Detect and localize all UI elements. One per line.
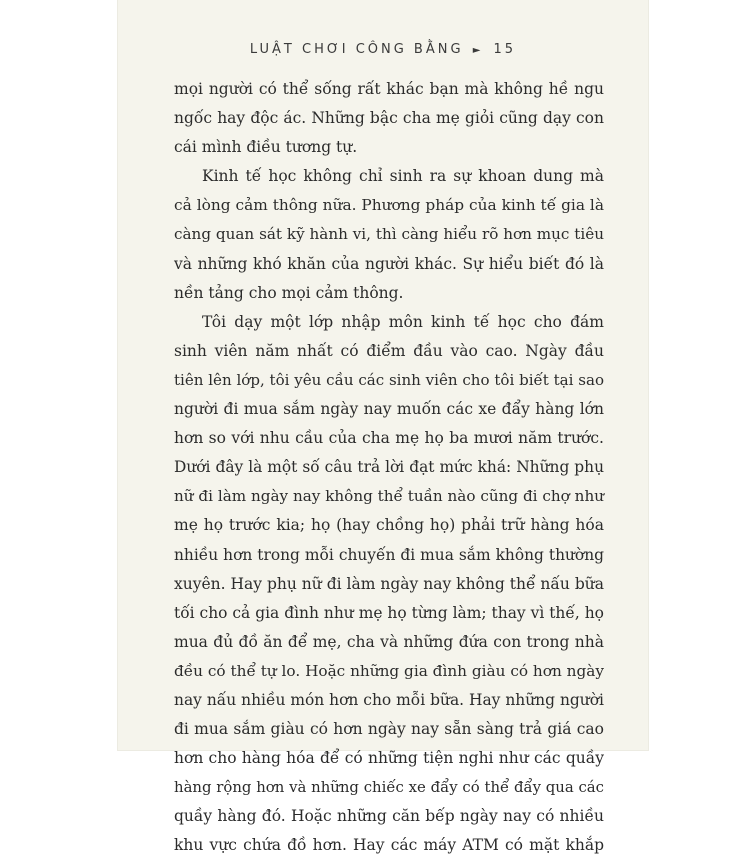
text-line: hơn so với nhu cầu của cha mẹ họ ba mươi năm trước.: [174, 429, 604, 448]
book-page: [118, 0, 648, 855]
text-line: hơn cho hàng hóa để có những tiện nghi như các quầy: [174, 749, 604, 768]
text-line: nữ đi làm ngày nay không thể tuần nào cũng đi chợ như: [174, 487, 604, 506]
page-number: 15: [493, 42, 517, 57]
paragraph-3: [174, 308, 604, 861]
text-line: nhiều hơn trong mỗi chuyến đi mua sắm không thường: [174, 545, 604, 564]
text-line: ngốc hay độc ác. Những bậc cha mẹ giỏi cũng dạy con: [174, 109, 604, 128]
text-line: cái mình điều tương tự.: [174, 138, 358, 157]
text-line: mọi người có thể sống rất khác bạn mà không hề ngu: [174, 80, 604, 98]
text-line: Kinh tế học không chỉ sinh ra sự khoan dung mà: [202, 167, 604, 186]
text-line: mẹ họ trước kia; họ (hay chồng họ) phải trữ hàng hóa: [174, 516, 604, 535]
text-line: nay nấu nhiều món hơn cho mỗi bữa. Hay những người: [174, 690, 604, 709]
running-header: [118, 42, 648, 57]
text-line: sinh viên năm nhất có điểm đầu vào cao. Ngày đầu: [174, 341, 604, 360]
text-line: cả lòng cảm thông nữa. Phương pháp của kinh tế gia là: [174, 196, 604, 215]
text-line: tiên lên lớp, tôi yêu cầu các sinh viên cho tôi biết tại sao: [174, 370, 604, 389]
paragraph-2: [174, 162, 604, 307]
text-line: người đi mua sắm ngày nay muốn các xe đẩy hàng lớn: [174, 400, 604, 419]
text-line: tối cho cả gia đình như mẹ họ từng làm; thay vì thế, họ: [174, 603, 604, 622]
text-line: mua đủ đồ ăn để mẹ, cha và những đứa con trong nhà: [174, 632, 604, 651]
text-line: quầy hàng đó. Hoặc những căn bếp ngày nay có nhiều: [174, 807, 604, 826]
text-line: Tôi dạy một lớp nhập môn kinh tế học cho đám: [202, 312, 604, 331]
body-text: [174, 75, 604, 861]
text-line: Dưới đây là một số câu trả lời đạt mức khá: Những phụ: [174, 458, 604, 477]
text-line: hàng rộng hơn và những chiếc xe đẩy có thể đẩy qua các: [174, 778, 604, 797]
text-line: nền tảng cho mọi cảm thông.: [174, 283, 404, 302]
text-line: khu vực chứa đồ hơn. Hay các máy ATM có mặt khắp: [174, 836, 604, 855]
text-line: xuyên. Hay phụ nữ đi làm ngày nay không thể nấu bữa: [174, 574, 604, 593]
arrow-icon: ►: [472, 45, 481, 56]
chapter-title: LUẬT CHƠI CÔNG BẰNG: [249, 42, 464, 57]
text-line: đi mua sắm giàu có hơn ngày nay sẵn sàng trả giá cao: [174, 720, 604, 739]
text-line: đều có thể tự lo. Hoặc những gia đình giàu có hơn ngày: [174, 661, 604, 680]
text-line: càng quan sát kỹ hành vi, thì càng hiểu rõ hơn mục tiêu: [174, 225, 604, 244]
paragraph-1: [174, 75, 604, 162]
text-line: và những khó khăn của người khác. Sự hiểu biết đó là: [174, 254, 604, 273]
